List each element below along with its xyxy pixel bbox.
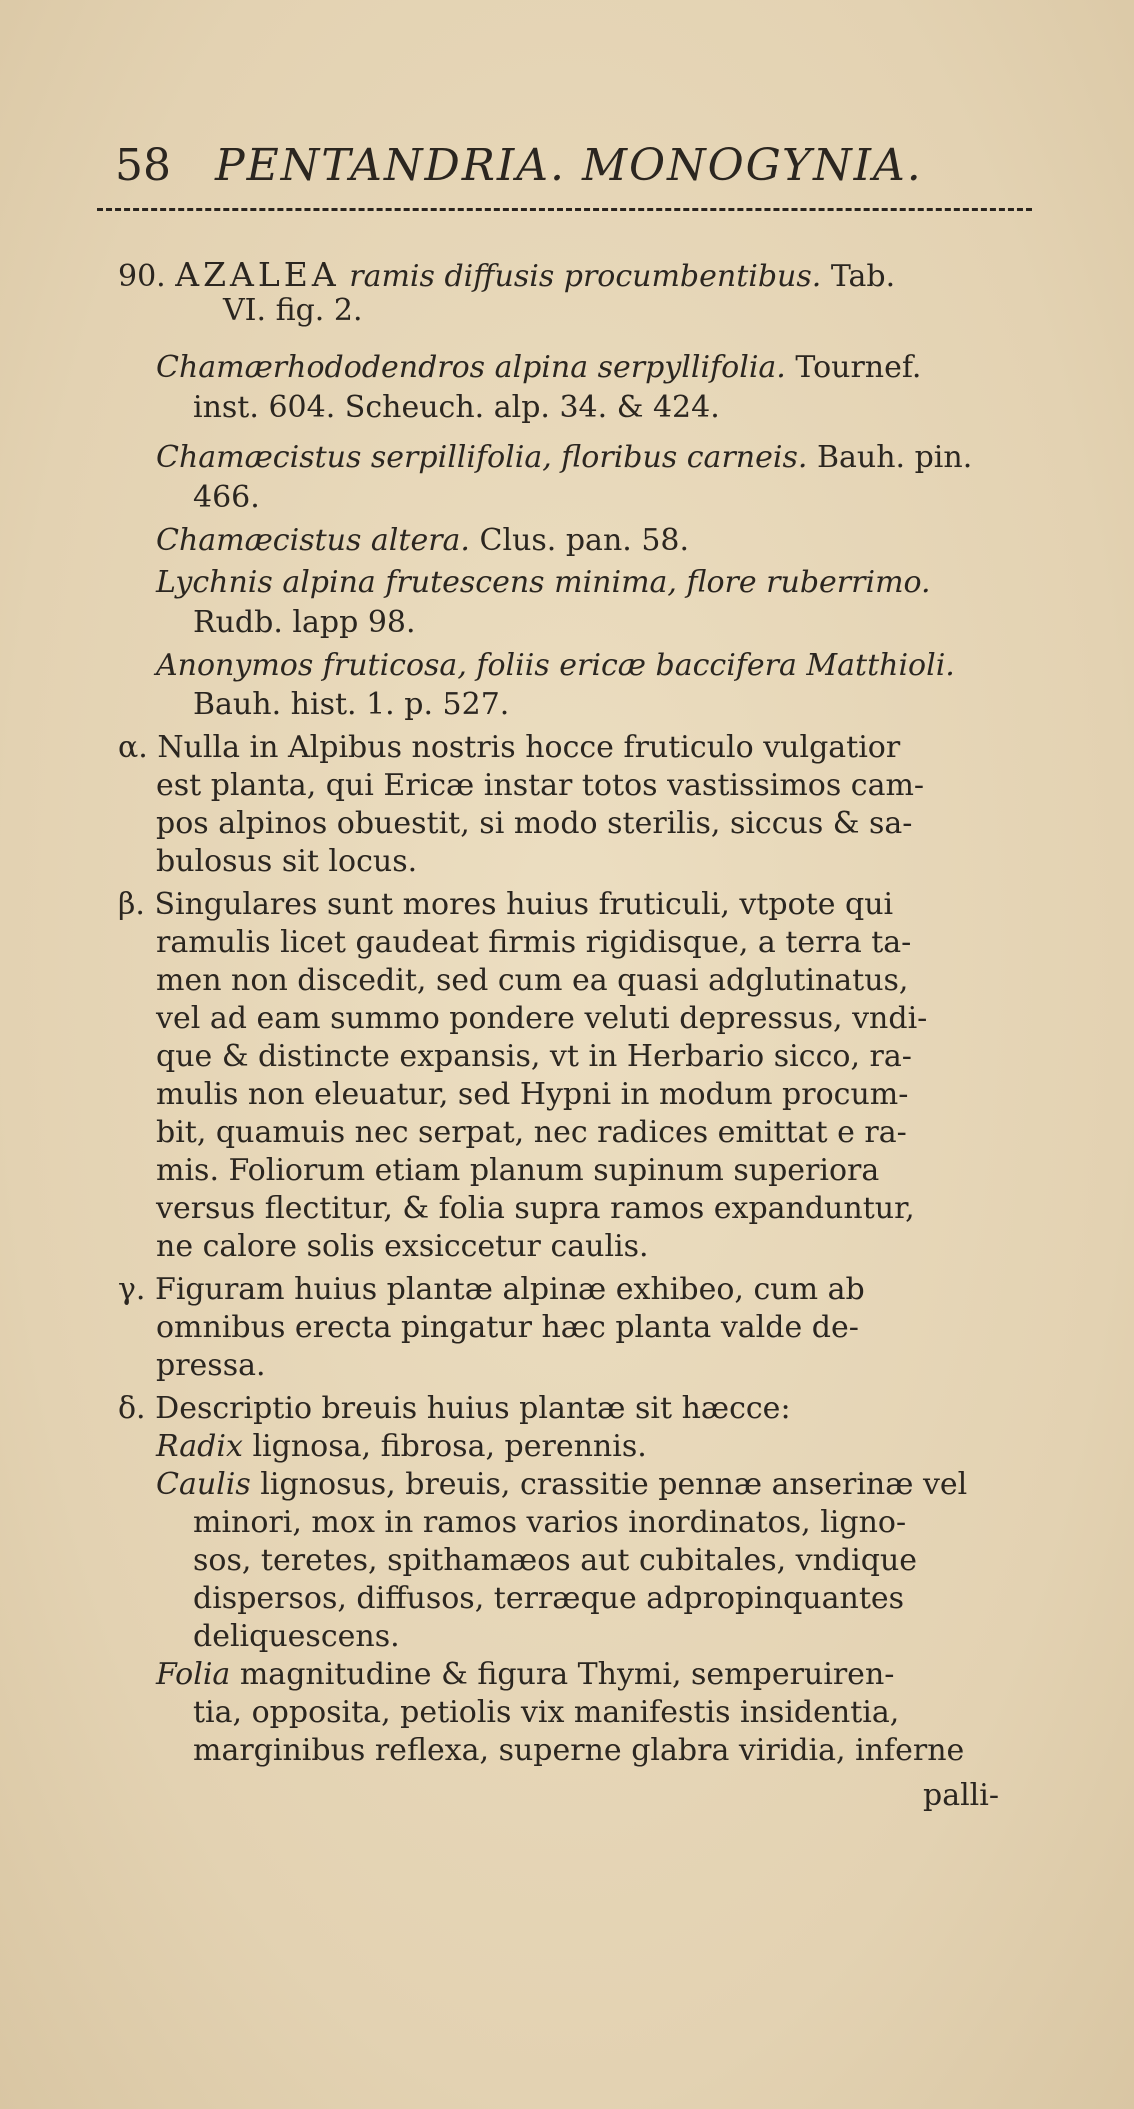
text-line: mulis non eleuatur, sed Hypni in modum procum- [156, 1077, 909, 1112]
text-line: dispersos, diffusos, terræque adpropinquantes [193, 1581, 905, 1616]
radix-line: Radix lignosa, fibrosa, perennis. [156, 1429, 647, 1464]
synonym: Anonymos fruticosa, foliis ericæ baccifera Matthioli. [156, 648, 955, 683]
text-line: deliquescens. [193, 1619, 400, 1654]
entry-heading [118, 255, 895, 294]
text-line: pos alpinos obuestit, si modo sterilis, siccus & sa- [156, 806, 913, 841]
paragraph-beta: β. Singulares sunt mores huius fruticuli, vtpote qui [118, 887, 894, 922]
entry-number: 90. [118, 259, 166, 294]
header-rule [97, 208, 1032, 211]
text-line: versus flectitur, & folia supra ramos expanduntur, [156, 1191, 915, 1226]
text-line: pressa. [156, 1348, 266, 1383]
running-title: PENTANDRIA. MONOGYNIA. [215, 140, 923, 191]
synonym-ref: 466. [193, 480, 260, 515]
synonym-ref: Bauh. hist. 1. p. 527. [193, 687, 510, 722]
text-line: men non discedit, sed cum ea quasi adglutinatus, [156, 963, 909, 998]
synonym: Chamærhododendros alpina serpyllifolia. Tournef. [156, 350, 922, 385]
text-line: omnibus erecta pingatur hæc planta valde de- [156, 1310, 859, 1345]
folia-line: Folia magnitudine & figura Thymi, semperuiren- [156, 1657, 895, 1692]
paragraph-mark: β. [118, 887, 145, 922]
synonym: Chamæcistus altera. Clus. pan. 58. [156, 523, 690, 558]
text-line: que & distincte expansis, vt in Herbario sicco, ra- [156, 1039, 912, 1074]
synonym: Lychnis alpina frutescens minima, flore ruberrimo. [156, 565, 931, 600]
plate-ref-cont: VI. fig. 2. [223, 293, 363, 328]
synonym-ref: Rudb. lapp 98. [193, 605, 416, 640]
text-line: sos, teretes, spithamæos aut cubitales, vndique [193, 1543, 918, 1578]
paragraph-mark: δ. [118, 1391, 146, 1426]
text-line: ne calore solis exsiccetur caulis. [156, 1229, 649, 1264]
caulis-line: Caulis lignosus, breuis, crassitie pennæ anserinæ vel [156, 1467, 968, 1502]
page-header [115, 140, 1035, 200]
paragraph-alpha: α. Nulla in Alpibus nostris hocce fruticulo vulgatior [118, 730, 901, 765]
synonym: Chamæcistus serpillifolia, floribus carneis. Bauh. pin. [156, 440, 973, 475]
text-line: marginibus reflexa, superne glabra viridia, inferne [193, 1733, 965, 1768]
genus-name: AZALEA [175, 255, 340, 294]
catchword: palli- [923, 1778, 1000, 1813]
page-number: 58 [115, 140, 171, 191]
plate-ref: Tab. [830, 259, 896, 294]
text-line: minori, mox in ramos varios inordinatos, ligno- [193, 1505, 907, 1540]
paragraph-mark: α. [118, 730, 148, 765]
text-line: vel ad eam summo pondere veluti depressus, vndi- [156, 1001, 928, 1036]
paragraph-gamma: γ. Figuram huius plantæ alpinæ exhibeo, cum ab [118, 1272, 865, 1307]
text-line: mis. Foliorum etiam planum supinum superiora [156, 1153, 880, 1188]
diagnosis: ramis diffusis procumbentibus. [349, 259, 822, 294]
text-line: bit, quamuis nec serpat, nec radices emittat e ra- [156, 1115, 907, 1150]
text-line: bulosus sit locus. [156, 844, 418, 879]
synonym-ref: inst. 604. Scheuch. alp. 34. & 424. [193, 390, 720, 425]
text-line: tia, opposita, petiolis vix manifestis insidentia, [193, 1695, 900, 1730]
paragraph-delta: δ. Descriptio breuis huius plantæ sit hæcce: [118, 1391, 791, 1426]
paragraph-mark: γ. [118, 1272, 146, 1307]
text-line: ramulis licet gaudeat firmis rigidisque, a terra ta- [156, 925, 912, 960]
text-line: est planta, qui Ericæ instar totos vastissimos cam- [156, 768, 925, 803]
